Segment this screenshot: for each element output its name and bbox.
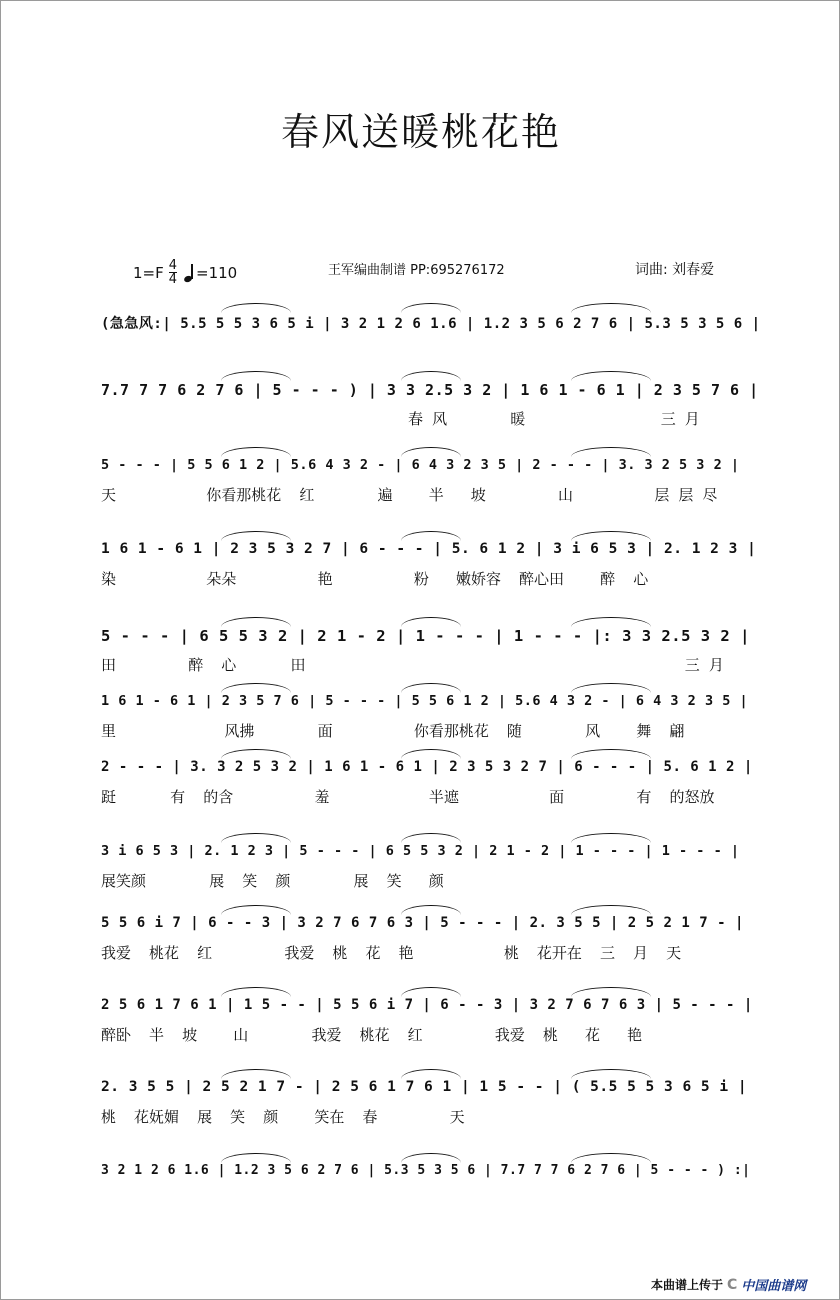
lyrics-row: 展笑颜 展 笑 颜 展 笑 颜 (101, 872, 444, 890)
slur-mark (571, 987, 651, 997)
lyrics-row: 春 风 暖 三 月 (101, 410, 700, 428)
score-line (101, 759, 753, 806)
score-line (101, 627, 750, 674)
slur-mark (571, 749, 651, 759)
key-signature (133, 259, 237, 286)
notation-row: 1 6 1 - 6 1 | 2 3 5 7 6 | 5 - - - | 5 5 6 1 2 | 5.6 4 3 2 - | 6 4 3 2 3 5 | (101, 693, 749, 709)
notation-row: 2. 3 5 5 | 2 5 2 1 7 - | 2 5 6 1 7 6 1 | 1 5 - - | ( 5.5 5 5 3 6 5 i | (101, 1079, 748, 1095)
upload-label: 本曲谱上传于 (651, 1278, 724, 1292)
slur-mark (401, 749, 461, 759)
lyrics-row: 染 朵朵 艳 粉 嫩娇容 醉心田 醉 心 (101, 570, 649, 588)
slur-mark (571, 905, 651, 915)
score-line (101, 1163, 751, 1209)
slur-mark (571, 303, 651, 313)
notation-row: 3 2 1 2 6 1.6 | 1.2 3 5 6 2 7 6 | 5.3 5 3 5 6 | 7.7 7 7 6 2 7 6 | 5 - - - ) :| (101, 1163, 751, 1178)
lyrics-row: 天 你看那桃花 红 遍 半 坡 山 层 层 尽 (101, 486, 718, 504)
score-line (101, 693, 749, 740)
slur-mark (221, 531, 291, 541)
lyrics-row: 里 风拂 面 你看那桃花 随 风 舞 翩 (101, 722, 685, 740)
score-line (101, 1079, 746, 1125)
score-line (101, 997, 753, 1044)
slur-mark (401, 833, 461, 843)
lyrics-row: 我爱 桃花 红 我爱 桃 花 艳 桃 花开在 三 月 天 (101, 944, 682, 962)
slur-mark (401, 371, 461, 381)
slur-mark (221, 905, 291, 915)
slur-mark (571, 1153, 651, 1163)
slur-mark (571, 617, 651, 627)
slur-mark (401, 303, 461, 313)
slur-mark (221, 987, 291, 997)
notation-row: 5 - - - | 6 5 5 3 2 | 2 1 - 2 | 1 - - - | 1 - - - |: 3 3 2.5 3 2 | (101, 627, 750, 645)
slur-mark (571, 371, 651, 381)
score-line (101, 381, 759, 428)
score-line (101, 915, 746, 961)
score-line (101, 541, 757, 588)
score-line (101, 313, 761, 359)
slur-mark (221, 833, 291, 843)
time-signature: $\frac{4}{4}$ (168, 258, 178, 287)
slur-mark (401, 447, 461, 457)
slur-mark (221, 1069, 291, 1079)
slur-mark (221, 749, 291, 759)
lyrics-row: 醉卧 半 坡 山 我爱 桃花 红 我爱 桃 花 艳 (101, 1026, 643, 1044)
notation-row: 3 i 6 5 3 | 2. 1 2 3 | 5 - - - | 6 5 5 3 2 | 2 1 - 2 | 1 - - - | 1 - - - | (101, 843, 740, 859)
notation-row: 7.7 7 7 6 2 7 6 | 5 - - - ) | 3 3 2.5 3 2 | 1 6 1 - 6 1 | 2 3 5 7 6 | (101, 381, 759, 399)
slur-mark (401, 987, 461, 997)
slur-mark (401, 1069, 461, 1079)
notation-row: 2 5 6 1 7 6 1 | 1 5 - - | 5 5 6 i 7 | 6 - - 3 | 3 2 7 6 7 6 3 | 5 - - - | (101, 997, 753, 1013)
editor-credit: 王军编曲制谱 PP:695276172 (328, 263, 505, 278)
score-line (101, 843, 746, 889)
slur-mark (401, 617, 461, 627)
lyrics-row: 田 醉 心 田 三 月 (101, 656, 724, 674)
notation-row: 5 5 6 i 7 | 6 - - 3 | 3 2 7 6 7 6 3 | 5 - - - | 2. 3 5 5 | 2 5 2 1 7 - | (101, 915, 744, 931)
tempo-label: =110 (196, 263, 238, 282)
site-logo-icon: C (727, 1276, 738, 1293)
slur-mark (401, 531, 461, 541)
slur-mark (401, 683, 461, 693)
slur-mark (571, 447, 651, 457)
slur-mark (401, 905, 461, 915)
site-name: 中国曲谱网 (741, 1279, 807, 1294)
key-label: 1=F (133, 263, 164, 282)
slur-mark (221, 371, 291, 381)
quarter-note-icon (184, 264, 194, 282)
slur-mark (221, 617, 291, 627)
slur-mark (221, 1153, 291, 1163)
slur-mark (571, 833, 651, 843)
slur-mark (221, 683, 291, 693)
slur-mark (571, 531, 651, 541)
notation-row: (急急风:| 5.5 5 5 3 6 5 i | 3 2 1 2 6 1.6 | 1.2 3 5 6 2 7 6 | 5.3 5 3 5 6 | (101, 316, 761, 332)
notation-row: 2 - - - | 3. 3 2 5 3 2 | 1 6 1 - 6 1 | 2 3 5 3 2 7 | 6 - - - | 5. 6 1 2 | (101, 759, 753, 775)
slur-mark (221, 447, 291, 457)
slur-mark (571, 1069, 651, 1079)
slur-mark (571, 683, 651, 693)
footer (651, 1275, 806, 1294)
lyrics-row: 桃 花妩媚 展 笑 颜 笑在 春 天 (101, 1108, 465, 1126)
lyrics-row: 跹 有 的含 羞 半遮 面 有 的怒放 (101, 788, 715, 806)
song-title: 春风送暖桃花艳 (280, 110, 561, 154)
notation-row: 1 6 1 - 6 1 | 2 3 5 3 2 7 | 6 - - - | 5. 6 1 2 | 3 i 6 5 3 | 2. 1 2 3 | (101, 541, 757, 557)
lyricist-composer: 词曲: 刘春爱 (635, 262, 715, 278)
score-line (101, 457, 746, 503)
notation-row: 5 - - - | 5 5 6 1 2 | 5.6 4 3 2 - | 6 4 3 2 3 5 | 2 - - - | 3. 3 2 5 3 2 | (101, 457, 740, 473)
slur-mark (221, 303, 291, 313)
slur-mark (401, 1153, 461, 1163)
